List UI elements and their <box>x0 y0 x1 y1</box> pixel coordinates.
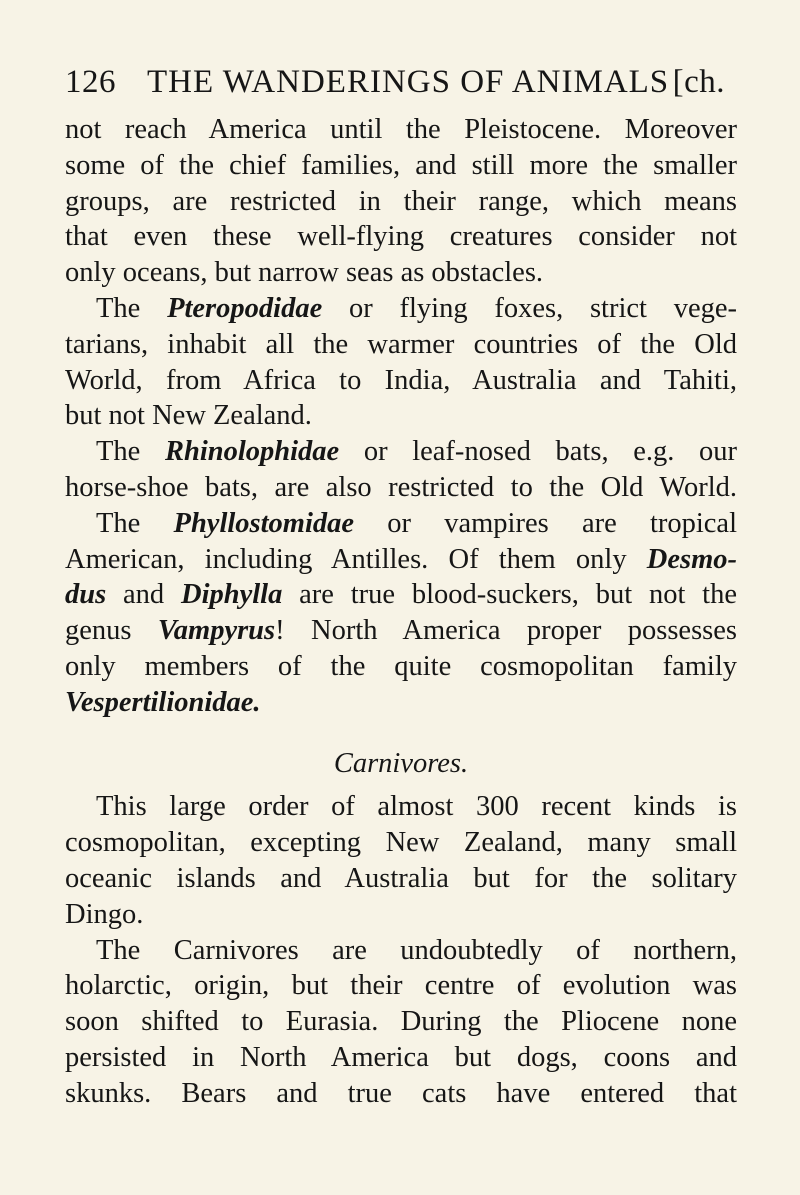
text-run: Dingo. <box>65 898 144 930</box>
text-run: and <box>106 579 181 611</box>
text-run: or vampires are tropical <box>354 507 738 539</box>
page-number: 126 <box>65 64 116 100</box>
text-line <box>65 470 737 506</box>
text-line <box>65 613 737 649</box>
text-line <box>65 327 737 363</box>
text-run: The <box>96 507 174 539</box>
text-run: soon shifted to Eurasia. During the Pliocene none <box>65 1006 737 1038</box>
text-run: This large order of almost 300 recent kinds is <box>96 791 737 823</box>
italic-term: Rhinolophidae <box>164 436 340 468</box>
text-run: ! North America proper possesses <box>275 615 737 647</box>
text-run: or flying foxes, strict vege- <box>322 292 737 324</box>
running-title: THE WANDERINGS OF ANIMALS <box>147 64 670 100</box>
italic-term: Pteropodidae <box>167 292 323 324</box>
text-line <box>65 1076 737 1112</box>
text-run: holarctic, origin, but their centre of evolution was <box>65 970 737 1002</box>
text-run: genus <box>65 615 158 647</box>
text-line <box>65 434 737 470</box>
text-line <box>65 1004 737 1040</box>
italic-term: Vampyrus <box>157 615 276 647</box>
italic-term: Vespertilionidae. <box>65 686 261 718</box>
text-run: Carnivores. <box>333 747 469 779</box>
text-line <box>65 112 737 148</box>
text-run: groups, are restricted in their range, which means <box>65 185 737 217</box>
text-run: oceanic islands and Australia but for the solitary <box>65 862 737 894</box>
text-run: not reach America until the Pleistocene. Moreover <box>65 114 737 145</box>
text-run: horse-shoe bats, are also restricted to the Old World. <box>65 471 737 503</box>
italic-term: Diphylla <box>181 579 283 611</box>
text-run: are true blood-suckers, but not the <box>282 579 738 611</box>
chapter-marker: [ch. <box>672 64 725 100</box>
text-line <box>65 219 737 255</box>
text-line <box>65 968 737 1004</box>
text-run: skunks. Bears and true cats have entered that <box>65 1077 737 1109</box>
section-heading <box>65 746 737 782</box>
text-run: World, from Africa to India, Australia and Tahiti, <box>65 364 737 396</box>
text-run: that even these well-flying creatures consider not <box>65 221 737 253</box>
text-run: only oceans, but narrow seas as obstacles. <box>65 257 544 289</box>
italic-term: Desmo- <box>646 543 737 575</box>
text-line <box>65 897 737 933</box>
text-line <box>65 255 737 291</box>
text-line <box>65 506 737 542</box>
text-run: tarians, inhabit all the warmer countries of the Old <box>65 328 737 360</box>
text-line <box>65 577 737 613</box>
text-line <box>65 363 737 399</box>
text-line <box>65 291 737 327</box>
text-line <box>65 789 737 825</box>
body-text <box>65 112 737 1112</box>
text-line <box>65 184 737 220</box>
text-run: The <box>96 292 168 324</box>
text-run: The <box>96 436 165 468</box>
text-run: cosmopolitan, excepting New Zealand, many small <box>65 827 737 859</box>
text-run: persisted in North America but dogs, coons and <box>65 1041 737 1073</box>
text-line <box>65 398 737 434</box>
text-line <box>65 148 737 184</box>
text-run: some of the chief families, and still more the smaller <box>65 149 737 181</box>
text-run: but not New Zealand. <box>65 400 312 432</box>
text-line <box>65 933 737 969</box>
text-line <box>65 825 737 861</box>
text-line <box>65 1040 737 1076</box>
text-run: only members of the quite cosmopolitan family <box>65 650 737 682</box>
text-run: American, including Antilles. Of them only <box>65 543 647 575</box>
text-line <box>65 542 737 578</box>
italic-term: Phyllostomidae <box>173 507 355 539</box>
text-line <box>65 649 737 685</box>
text-line <box>65 685 737 721</box>
text-run: or leaf-nosed bats, e.g. our <box>339 436 737 468</box>
text-run: The Carnivores are undoubtedly of northern, <box>96 934 737 966</box>
italic-term: dus <box>65 579 107 611</box>
text-line <box>65 861 737 897</box>
